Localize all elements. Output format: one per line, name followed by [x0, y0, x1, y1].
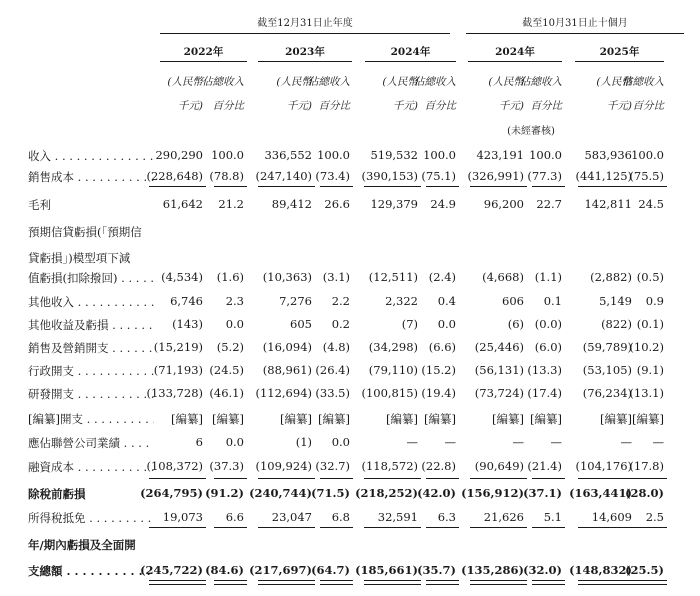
cell-value: [編纂] [280, 412, 312, 426]
cell-value: 100.0 [211, 148, 244, 162]
subtotal-rule [532, 186, 565, 187]
cell-value: 22.7 [536, 197, 562, 211]
year-rule [575, 61, 664, 62]
cell-value: (10.2) [629, 340, 664, 354]
cell-value: (12,511) [368, 270, 418, 284]
cell-value: 14,609 [591, 510, 632, 524]
pct-subheader: 百分比 [530, 100, 562, 112]
rmb-subheader: (人民幣 [167, 76, 203, 88]
row-label: 毛利 [28, 198, 51, 212]
cell-value: (108,372) [146, 459, 203, 473]
subtotal-rule [364, 527, 421, 528]
cell-value: (77.3) [527, 169, 562, 183]
cell-value: 19,073 [162, 510, 203, 524]
total-double-rule [320, 580, 353, 585]
cell-value: (118,572) [361, 459, 418, 473]
total-double-rule [578, 580, 635, 585]
cell-value: 26.6 [324, 197, 350, 211]
row-label: 其他收入 . . . [28, 294, 154, 310]
row-label: 收入 . . . [28, 148, 154, 164]
subtotal-rule [578, 186, 635, 187]
cell-value: [編纂] [386, 412, 418, 426]
cell-value: 61,642 [162, 197, 203, 211]
cell-value: 290,290 [155, 148, 203, 162]
cell-value: (24.5) [209, 363, 244, 377]
row-label: 研發開支 . . . [28, 386, 154, 402]
cell-value: 2.3 [225, 294, 244, 308]
cell-value: 606 [502, 294, 524, 308]
cell-value: (90,649) [474, 459, 524, 473]
cell-value: 0.1 [543, 294, 562, 308]
cell-value: (73,724) [474, 386, 524, 400]
subtotal-rule [532, 478, 565, 479]
cell-value: 6.8 [331, 510, 350, 524]
cell-value: (35.7) [417, 563, 456, 577]
cell-value: 336,552 [264, 148, 312, 162]
cell-value: — [406, 435, 418, 449]
cell-value: (156,912) [461, 486, 524, 500]
cell-value: (22.8) [421, 459, 456, 473]
pct-subheader: 百分比 [212, 100, 244, 112]
cell-value: 5,149 [599, 294, 632, 308]
subtotal-rule [426, 186, 459, 187]
row-label: 支總額 . . . [28, 563, 154, 579]
rmb-subheader: 千元) [606, 100, 632, 112]
subtotal-rule [364, 186, 421, 187]
cell-value: (4.8) [322, 340, 350, 354]
cell-value: (32.0) [523, 563, 562, 577]
cell-value: [編纂] [600, 412, 632, 426]
cell-value: (53,105) [582, 363, 632, 377]
total-double-rule [214, 580, 247, 585]
subtotal-rule [258, 186, 315, 187]
row-label: 年/期內虧損及全面開 [28, 538, 136, 552]
cell-value: 96,200 [483, 197, 524, 211]
row-label: 貸虧損」)模型項下減 [28, 251, 131, 265]
cell-value: 100.0 [631, 148, 664, 162]
cell-value: 0.4 [437, 294, 456, 308]
cell-value: (71,193) [153, 363, 203, 377]
subtotal-rule [470, 186, 527, 187]
cell-value: 100.0 [423, 148, 456, 162]
cell-value: 0.9 [645, 294, 664, 308]
row-label: 除稅前虧損 [28, 487, 86, 501]
cell-value: 0.0 [437, 317, 456, 331]
cell-value: (9.1) [636, 363, 664, 377]
cell-value: (84.6) [205, 563, 244, 577]
year-rule [258, 61, 352, 62]
cell-value: 89,412 [271, 197, 312, 211]
cell-value: (33.5) [315, 386, 350, 400]
cell-value: (0.0) [534, 317, 562, 331]
pct-subheader: 佔總收入 [622, 76, 664, 88]
cell-value: (13.3) [527, 363, 562, 377]
cell-value: (21.4) [527, 459, 562, 473]
cell-value: 0.0 [225, 317, 244, 331]
cell-value: (2.4) [428, 270, 456, 284]
cell-value: (245,722) [140, 563, 203, 577]
subtotal-rule [470, 478, 527, 479]
cell-value: (32.7) [315, 459, 350, 473]
pct-subheader: 百分比 [424, 100, 456, 112]
subtotal-rule [214, 478, 247, 479]
cell-value: (26.4) [315, 363, 350, 377]
cell-value: (91.2) [205, 486, 244, 500]
cell-value: 7,276 [279, 294, 312, 308]
cell-value: 423,191 [476, 148, 524, 162]
cell-value: (79,110) [368, 363, 418, 377]
cell-value: (240,744) [249, 486, 312, 500]
subtotal-rule [320, 186, 353, 187]
cell-value: 0.2 [331, 317, 350, 331]
cell-value: [編纂] [492, 412, 524, 426]
subtotal-rule [214, 527, 247, 528]
pct-subheader: 佔總收入 [202, 76, 244, 88]
cell-value: (25,446) [474, 340, 524, 354]
cell-value: (135,286) [461, 563, 524, 577]
cell-value: 129,379 [370, 197, 418, 211]
cell-value: 24.9 [430, 197, 456, 211]
cell-value: 583,936 [584, 148, 632, 162]
cell-value: 605 [290, 317, 312, 331]
cell-value: 6.6 [225, 510, 244, 524]
cell-value: 100.0 [317, 148, 350, 162]
subtotal-rule [258, 527, 315, 528]
cell-value: (75.1) [421, 169, 456, 183]
cell-value: (1.6) [216, 270, 244, 284]
rmb-subheader: (人民幣 [488, 76, 524, 88]
cell-value: 6,746 [170, 294, 203, 308]
total-double-rule [149, 580, 206, 585]
row-label: 行政開支 . . . [28, 363, 154, 379]
pct-subheader: 佔總收入 [308, 76, 350, 88]
row-label: 值虧損(扣除撥回) . . . [28, 270, 154, 286]
year-header: 2023年 [285, 46, 325, 58]
cell-value: — [512, 435, 524, 449]
cell-value: (5.2) [216, 340, 244, 354]
cell-value: [編纂] [632, 412, 664, 426]
cell-value: — [444, 435, 456, 449]
cell-value: (10,363) [262, 270, 312, 284]
subtotal-rule [634, 186, 667, 187]
header-full-year: 截至12月31日止年度 [257, 18, 353, 29]
cell-value: (133,728) [146, 386, 203, 400]
header-rule-left [160, 33, 450, 34]
subtotal-rule [364, 478, 421, 479]
total-double-rule [634, 580, 667, 585]
year-rule [365, 61, 456, 62]
cell-value: (6) [507, 317, 524, 331]
pct-subheader: 佔總收入 [414, 76, 456, 88]
cell-value: (185,661) [355, 563, 418, 577]
subtotal-rule [320, 527, 353, 528]
cell-value: — [550, 435, 562, 449]
row-label: 所得稅抵免 . . . [28, 510, 154, 526]
rmb-subheader: 千元) [498, 100, 524, 112]
cell-value: (247,140) [255, 169, 312, 183]
row-label: 銷售成本 . . . [28, 169, 154, 185]
row-label: [編纂]開支 . . . [28, 411, 154, 427]
rmb-subheader: (人民幣 [596, 76, 632, 88]
cell-value: (78.8) [209, 169, 244, 183]
cell-value: — [652, 435, 664, 449]
cell-value: (2,882) [590, 270, 632, 284]
row-label: 應佔聯營公司業績 . . . [28, 435, 154, 451]
cell-value: (56,131) [474, 363, 524, 377]
cell-value: [編纂] [171, 412, 203, 426]
row-label: 其他收益及虧損 . . . [28, 317, 154, 333]
cell-value: (0.5) [636, 270, 664, 284]
cell-value: (1.1) [534, 270, 562, 284]
cell-value: (64.7) [311, 563, 350, 577]
cell-value: [編纂] [424, 412, 456, 426]
subtotal-rule [214, 186, 247, 187]
cell-value: (71.5) [311, 486, 350, 500]
cell-value: (6.0) [534, 340, 562, 354]
subtotal-rule [426, 478, 459, 479]
cell-value: 21.2 [218, 197, 244, 211]
cell-value: 24.5 [638, 197, 664, 211]
cell-value: (112,694) [255, 386, 312, 400]
cell-value: (822) [601, 317, 632, 331]
year-header: 2022年 [183, 46, 224, 58]
cell-value: (42.0) [417, 486, 456, 500]
cell-value: (73.4) [315, 169, 350, 183]
cell-value: (100,815) [361, 386, 418, 400]
cell-value: (390,153) [361, 169, 418, 183]
cell-value: 519,532 [370, 148, 418, 162]
unaudited-note: (未經審核) [507, 126, 555, 137]
cell-value: (218,252) [355, 486, 418, 500]
year-rule [160, 61, 247, 62]
cell-value: (163,441) [569, 486, 632, 500]
cell-value: (217,697) [249, 563, 312, 577]
subtotal-rule [149, 478, 206, 479]
cell-value: (441,125) [575, 169, 632, 183]
subtotal-rule [634, 527, 667, 528]
total-double-rule [426, 580, 459, 585]
rmb-subheader: (人民幣 [276, 76, 312, 88]
cell-value: (34,298) [368, 340, 418, 354]
subtotal-rule [578, 478, 635, 479]
cell-value: 142,811 [584, 197, 632, 211]
cell-value: 32,591 [377, 510, 418, 524]
pct-subheader: 佔總收入 [520, 76, 562, 88]
cell-value: (13.1) [629, 386, 664, 400]
cell-value: (25.5) [625, 563, 664, 577]
row-label: 預期信貸虧損(「預期信 [28, 225, 142, 239]
cell-value: [編纂] [530, 412, 562, 426]
cell-value: 6 [195, 435, 203, 449]
cell-value: (17.4) [527, 386, 562, 400]
cell-value: (15,219) [153, 340, 203, 354]
row-label: 銷售及營銷開支 . . . [28, 340, 154, 356]
cell-value: (15.2) [421, 363, 456, 377]
cell-value: (1) [295, 435, 312, 449]
cell-value: (4,668) [482, 270, 524, 284]
cell-value: 2.5 [645, 510, 664, 524]
header-ten-months: 截至10月31日止十個月 [522, 18, 628, 29]
subtotal-rule [320, 478, 353, 479]
cell-value: 2.2 [331, 294, 350, 308]
subtotal-rule [426, 527, 459, 528]
cell-value: (37.1) [523, 486, 562, 500]
cell-value: (0.1) [636, 317, 664, 331]
cell-value: (7) [401, 317, 418, 331]
year-header: 2025年 [599, 46, 640, 58]
cell-value: (228,648) [146, 169, 203, 183]
subtotal-rule [532, 527, 565, 528]
pct-subheader: 百分比 [318, 100, 350, 112]
cell-value: — [620, 435, 632, 449]
cell-value: (16,094) [262, 340, 312, 354]
cell-value: 2,322 [385, 294, 418, 308]
cell-value: (143) [172, 317, 203, 331]
cell-value: (37.3) [209, 459, 244, 473]
year-header: 2024年 [495, 46, 535, 58]
cell-value: (326,991) [467, 169, 524, 183]
cell-value: (75.5) [629, 169, 664, 183]
cell-value: (104,176) [575, 459, 632, 473]
cell-value: [編纂] [318, 412, 350, 426]
subtotal-rule [470, 527, 527, 528]
total-double-rule [258, 580, 315, 585]
header-rule-right [466, 33, 684, 34]
rmb-subheader: 千元) [177, 100, 203, 112]
cell-value: (46.1) [209, 386, 244, 400]
cell-value: (19.4) [421, 386, 456, 400]
cell-value: (109,924) [255, 459, 312, 473]
rmb-subheader: 千元) [392, 100, 418, 112]
cell-value: (76,234) [582, 386, 632, 400]
pct-subheader: 百分比 [632, 100, 664, 112]
cell-value: (6.6) [428, 340, 456, 354]
cell-value: (148,832) [569, 563, 632, 577]
subtotal-rule [149, 527, 206, 528]
cell-value: (3.1) [322, 270, 350, 284]
cell-value: 6.3 [437, 510, 456, 524]
cell-value: (88,961) [262, 363, 312, 377]
cell-value: 21,626 [483, 510, 524, 524]
total-double-rule [532, 580, 565, 585]
cell-value: (59,789) [582, 340, 632, 354]
cell-value: (17.8) [629, 459, 664, 473]
total-double-rule [470, 580, 527, 585]
cell-value: 0.0 [225, 435, 244, 449]
year-header: 2024年 [390, 46, 431, 58]
cell-value: (28.0) [625, 486, 664, 500]
total-double-rule [364, 580, 421, 585]
subtotal-rule [149, 186, 206, 187]
cell-value: 0.0 [331, 435, 350, 449]
subtotal-rule [578, 527, 635, 528]
cell-value: [編纂] [212, 412, 244, 426]
cell-value: 5.1 [543, 510, 562, 524]
year-rule [468, 61, 562, 62]
subtotal-rule [258, 478, 315, 479]
cell-value: 100.0 [529, 148, 562, 162]
cell-value: (4,534) [161, 270, 203, 284]
rmb-subheader: 千元) [286, 100, 312, 112]
subtotal-rule [634, 478, 667, 479]
cell-value: (264,795) [140, 486, 203, 500]
cell-value: 23,047 [271, 510, 312, 524]
row-label: 融資成本 . . . [28, 459, 154, 475]
rmb-subheader: (人民幣 [382, 76, 418, 88]
